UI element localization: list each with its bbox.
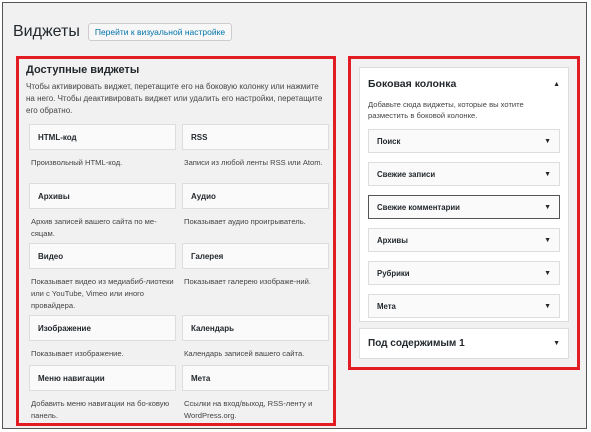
sidebar-widget-label: Архивы (377, 235, 408, 245)
widget-calendar (182, 315, 329, 365)
widget-button[interactable]: RSS (182, 124, 329, 150)
sidebar-widget-label: Рубрики (377, 268, 410, 278)
widget-row (29, 365, 329, 425)
widget-description: Показывает галерею изображе-ний. (184, 277, 311, 286)
sidebar-widget-label: Поиск (377, 136, 401, 146)
widget-html (29, 124, 176, 183)
widget-description: Добавить меню навигации на бо-ковую панель. (31, 399, 170, 420)
below-content-area-title: Под содержимым 1 (368, 338, 465, 349)
widgets-screen (2, 2, 587, 429)
widget-nav-menu (29, 365, 176, 425)
caret-down-icon[interactable]: ▼ (544, 203, 551, 211)
sidebar-widget-categories[interactable] (368, 261, 560, 285)
widget-button[interactable]: Изображение (29, 315, 176, 341)
page-header (13, 23, 232, 41)
customize-button[interactable]: Перейти к визуальной настройке (88, 23, 232, 41)
sidebar-widget-archives[interactable] (368, 228, 560, 252)
sidebar-widget-label: Свежие комментарии (377, 202, 460, 212)
available-widgets-panel (16, 56, 336, 426)
widget-video (29, 243, 176, 315)
widget-description: Ссылки на вход/выход, RSS-ленту и WordPress.org. (184, 399, 313, 420)
widget-meta (182, 365, 329, 425)
sidebar-area-header[interactable] (368, 78, 560, 90)
sidebar-area-title: Боковая колонка (368, 78, 457, 90)
caret-down-icon[interactable]: ▼ (544, 269, 551, 277)
widget-row (29, 315, 329, 365)
widget-description: Показывает изображение. (31, 349, 124, 358)
widget-description: Календарь записей вашего сайта. (184, 349, 305, 358)
sidebar-widget-meta[interactable] (368, 294, 560, 318)
widget-description: Показывает аудио проигрыватель. (184, 217, 306, 226)
caret-down-icon[interactable]: ▼ (544, 170, 551, 178)
available-widgets-title: Доступные виджеты (26, 64, 140, 76)
caret-down-icon[interactable]: ▼ (544, 137, 551, 145)
widget-description: Записи из любой ленты RSS или Atom. (184, 158, 323, 167)
widget-button[interactable]: Меню навигации (29, 365, 176, 391)
widget-button[interactable]: Видео (29, 243, 176, 269)
caret-down-icon[interactable]: ▼ (553, 340, 560, 347)
sidebar-widget-recent-comments[interactable] (368, 195, 560, 219)
widget-rss (182, 124, 329, 183)
sidebar-area (359, 67, 569, 322)
sidebar-widget-search[interactable] (368, 129, 560, 153)
widget-areas-panel (348, 56, 580, 370)
widget-description: Архив записей вашего сайта по ме-сяцам. (31, 217, 157, 238)
sidebar-widget-label: Свежие записи (377, 169, 436, 179)
widget-row (29, 243, 329, 315)
sidebar-area-description: Добавьте сюда виджеты, которые вы хотите разместить в боковой колонке. (368, 100, 524, 120)
widget-description: Произвольный HTML-код. (31, 158, 123, 167)
widget-button[interactable]: Аудио (182, 183, 329, 209)
sidebar-widget-label: Мета (377, 301, 396, 311)
widget-description: Показывает видео из медиабиб-лиотеки или с YouTube, Vimeo или иного провайдера. (31, 277, 174, 310)
widget-button[interactable]: Архивы (29, 183, 176, 209)
widget-image (29, 315, 176, 365)
caret-down-icon[interactable]: ▼ (544, 302, 551, 310)
widget-gallery (182, 243, 329, 315)
widget-grid (29, 124, 329, 425)
available-widgets-description: Чтобы активировать виджет, перетащите его на боковую колонку или нажмите на него. Чтобы деактивировать виджет или удалить его настройки, перетащите его обратно. (26, 82, 323, 115)
widget-button[interactable]: HTML-код (29, 124, 176, 150)
caret-down-icon[interactable]: ▼ (544, 236, 551, 244)
caret-up-icon[interactable]: ▲ (553, 80, 560, 88)
below-content-area[interactable] (359, 328, 569, 359)
widget-button[interactable]: Галерея (182, 243, 329, 269)
widget-button[interactable]: Мета (182, 365, 329, 391)
widget-row (29, 124, 329, 183)
sidebar-widget-recent-posts[interactable] (368, 162, 560, 186)
widget-archives (29, 183, 176, 243)
page-title: Виджеты (13, 23, 80, 40)
widget-audio (182, 183, 329, 243)
widget-button[interactable]: Календарь (182, 315, 329, 341)
widget-row (29, 183, 329, 243)
